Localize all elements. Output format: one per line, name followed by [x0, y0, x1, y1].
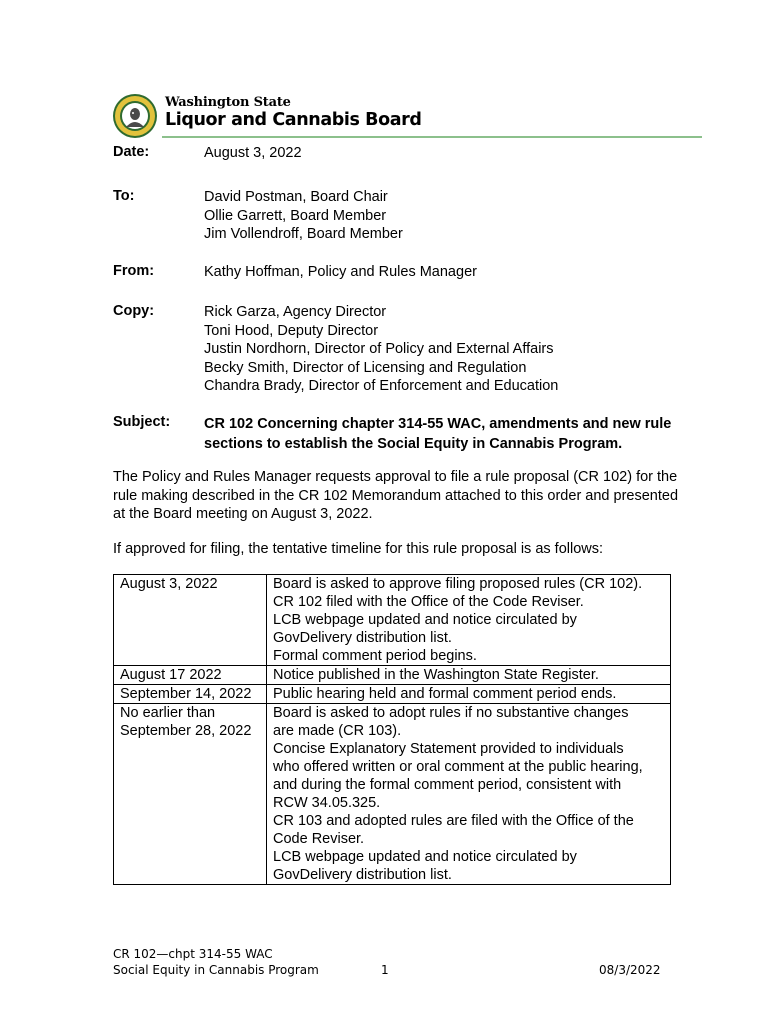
from-label: From: [113, 263, 155, 279]
copy-recipient: Justin Nordhorn, Director of Policy and External Affairs [204, 341, 554, 357]
from-value: Kathy Hoffman, Policy and Rules Manager [204, 264, 477, 280]
timeline-description: Notice published in the Washington State Register. [267, 666, 671, 685]
table-row [114, 666, 671, 685]
date-value: August 3, 2022 [204, 145, 302, 161]
timeline-description: Board is asked to adopt rules if no substantive changes are made (CR 103). Concise Explanatory Statement provided to individuals who offered written or oral comment at the public hearing, and during the formal comment period, consistent with RCW 34.05.325. CR 103 and adopted rules are filed with the Office of the Code Reviser. LCB webpage updated and notice circulated by GovDelivery distribution list. [267, 704, 671, 885]
subject-text: CR 102 Concerning chapter 314-55 WAC, amendments and new rule sections to establish the Social Equity in Cannabis Program. [204, 416, 672, 452]
recipient: Jim Vollendroff, Board Member [204, 226, 403, 242]
request-paragraph: The Policy and Rules Manager requests approval to file a rule proposal (CR 102) for the rule making described in the CR 102 Memorandum attached to this order and presented at the Board meeting on August 3, 2022. [113, 469, 679, 522]
to-recipients [204, 188, 403, 244]
table-row [114, 685, 671, 704]
recipient: Ollie Garrett, Board Member [204, 207, 387, 224]
date-label: Date: [113, 144, 150, 160]
recipient: David Postman, Board Chair [204, 189, 388, 205]
timeline-table [113, 574, 671, 885]
timeline-description: Board is asked to approve filing proposed rules (CR 102). CR 102 filed with the Office of the Code Reviser. LCB webpage updated and notice circulated by GovDelivery distribution list. Formal comment period begins. [267, 575, 671, 666]
header-divider [162, 136, 702, 138]
agency-logo [112, 92, 702, 138]
timeline-date: August 3, 2022 [114, 575, 267, 666]
logo-agency-name: Liquor and Cannabis Board [165, 110, 422, 130]
copy-label: Copy: [113, 303, 155, 319]
timeline-date: September 14, 2022 [114, 685, 267, 704]
footer-date: 08/3/2022 [599, 963, 661, 977]
table-row [114, 575, 671, 666]
footer-page-number: 1 [381, 963, 389, 977]
to-label: To: [113, 188, 135, 204]
logo-state-name: Washington State [165, 95, 291, 110]
copy-recipient: Toni Hood, Deputy Director [204, 322, 379, 339]
timeline-intro: If approved for filing, the tentative timeline for this rule proposal is as follows: [113, 541, 604, 557]
copy-recipient: Becky Smith, Director of Licensing and Regulation [204, 359, 527, 376]
copy-recipient: Chandra Brady, Director of Enforcement and Education [204, 378, 559, 394]
washington-state-seal-icon [112, 93, 158, 139]
footer-document-id: CR 102—chpt 314-55 WAC Social Equity in Cannabis Program [113, 947, 319, 977]
copy-recipients [204, 303, 558, 396]
timeline-date: August 17 2022 [114, 666, 267, 685]
timeline-date: No earlier than September 28, 2022 [114, 704, 267, 885]
copy-recipient: Rick Garza, Agency Director [204, 304, 387, 320]
subject-label: Subject: [113, 414, 171, 430]
table-row [114, 704, 671, 885]
timeline-description: Public hearing held and formal comment period ends. [267, 685, 671, 704]
